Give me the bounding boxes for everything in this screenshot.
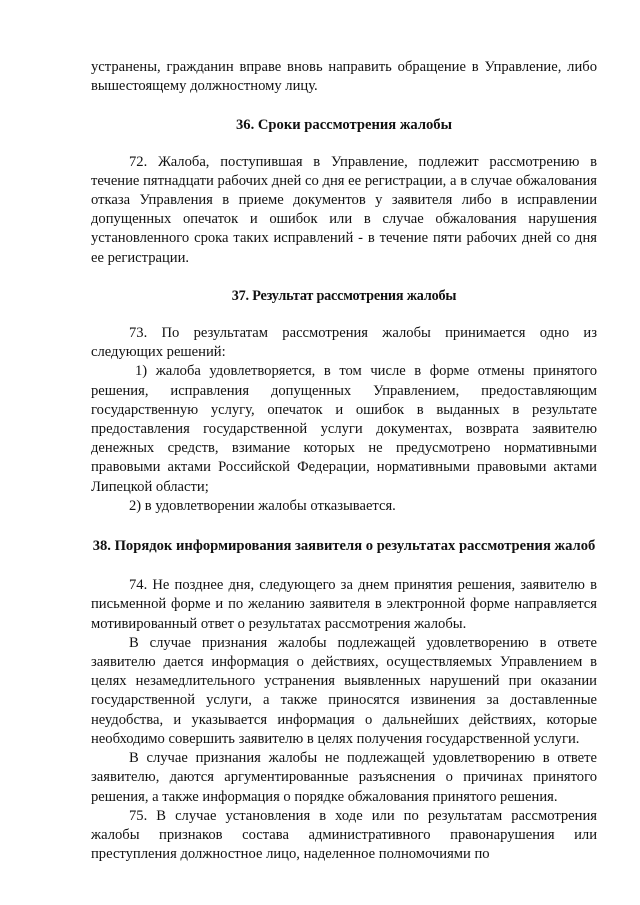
document-page [91, 58, 597, 864]
section-38-heading: 38. Порядок информирования заявителя о результатах рассмотрения жалоб [92, 538, 596, 555]
decision-item-2: 2) в удовлетворении жалобы отказывается. [129, 497, 396, 514]
paragraph-75: 75. В случае установления в ходе или по результатам рассмотрения жалобы признаков состава административного правонарушения или преступления должностное лицо, наделенное полномочиями по [91, 807, 597, 863]
paragraph-74-rejected: В случае признания жалобы не подлежащей удовлетворению в ответе заявителю, даются аргументированные разъяснения о причинах принятого решения, а также информация о порядке обжалования принятого решения. [91, 750, 597, 805]
paragraph-74: 74. Не позднее дня, следующего за днем принятия решения, заявителю в письменной форме и по желанию заявителя в электронной форме направляется мотивированный ответ о результатах рассмотрения жалобы. [91, 577, 597, 632]
paragraph-72: 72. Жалоба, поступившая в Управление, подлежит рассмотрению в течение пятнадцати рабочих дней со дня ее регистрации, а в случае обжалования отказа Управления в приеме документов у заявителя либо в исправлении допущенных опечаток и ошибок или в случае обжалования нарушения установленного срока таких исправлений - в течение пяти рабочих дней со дня ее регистрации. [91, 153, 597, 266]
intro-paragraph: устранены, гражданин вправе вновь направить обращение в Управление, либо вышестоящему должностному лицу. [91, 59, 597, 95]
paragraph-73: 73. По результатам рассмотрения жалобы принимается одно из следующих решений: [91, 325, 597, 361]
paragraph-74-satisfied: В случае признания жалобы подлежащей удовлетворению в ответе заявителю дается информация о действиях, осуществляемых Управлением в целях незамедлительного устранения выявленных нарушений при оказании государственной услуги, а также приносятся извинения за доставленные неудобства, и указывается информация о дальнейших действиях, которые необходимо совершить заявителю в целях получения государственной услуги. [91, 634, 597, 747]
decision-item-1: 1) жалоба удовлетворяется, в том числе в форме отмены принятого решения, исправления допущенных Управлением, предоставляющим государственную услугу, опечаток и ошибок в выданных в результате предоставления государственной услуги документах, возврата заявителю денежных средств, взимание которых не предусмотрено нормативными правовыми актами Российской Федерации, нормативными правовыми актами Липецкой области; [91, 363, 597, 495]
section-37-heading: 37. Результат рассмотрения жалобы [231, 287, 457, 304]
section-36-heading: 36. Сроки рассмотрения жалобы [235, 117, 452, 134]
